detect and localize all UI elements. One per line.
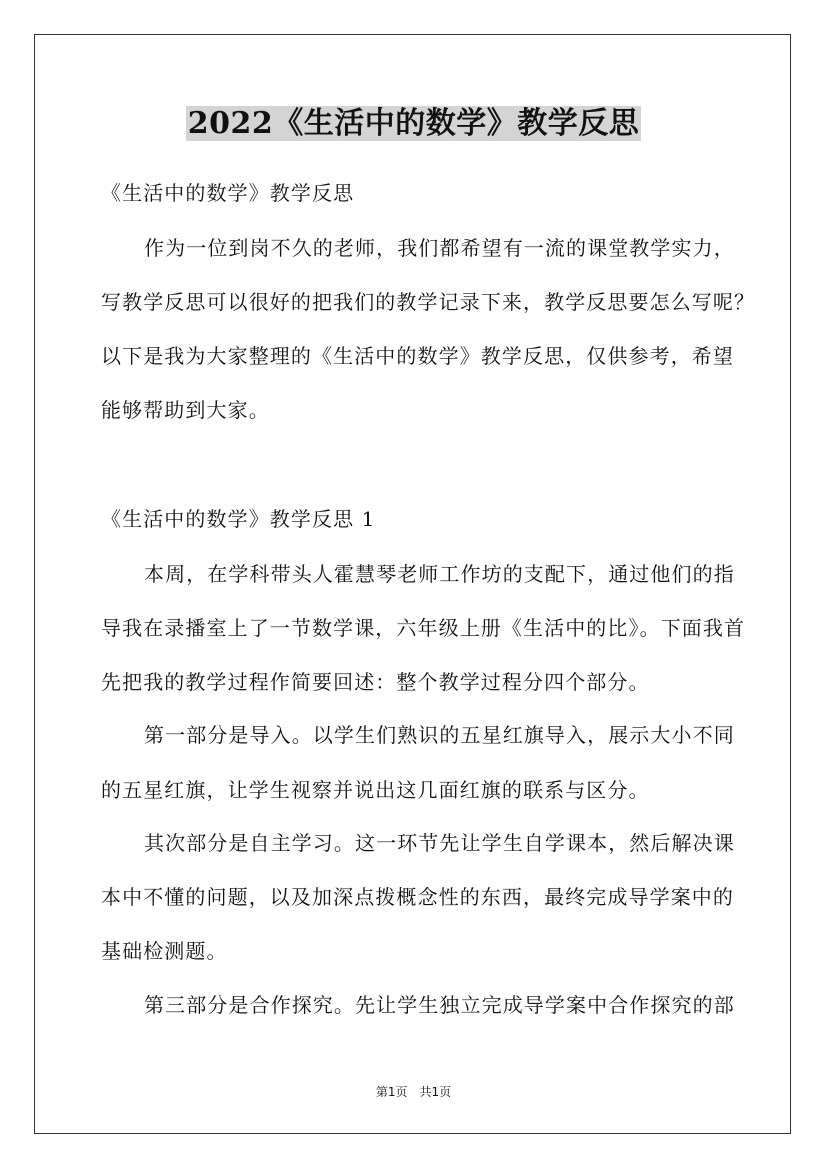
- section-heading-1: 《生活中的数学》教学反思 1: [101, 507, 376, 531]
- section-heading-intro: 《生活中的数学》教学反思: [101, 181, 355, 205]
- page-footer: 第1页 共1页: [375, 1085, 452, 1099]
- paragraph4-line-1: 第三部分是合作探究。先让学生独立完成导学案中合作探究的部: [144, 993, 735, 1017]
- paragraph2-line-1: 第一部分是导入。以学生们熟识的五星红旗导入，展示大小不同: [144, 723, 735, 747]
- paragraph1-line-2: 导我在录播室上了一节数学课，六年级上册《生活中的比》。下面我首: [101, 616, 746, 640]
- paragraph3-line-2: 本中不懂的问题，以及加深点拨概念性的东西，最终完成导学案中的: [101, 885, 734, 909]
- paragraph3-line-1: 其次部分是自主学习。这一环节先让学生自学课本，然后解决课: [144, 831, 735, 855]
- paragraph1-line-1: 本周，在学科带头人霍慧琴老师工作坊的支配下，通过他们的指: [144, 562, 735, 586]
- intro-line-4: 能够帮助到大家。: [101, 398, 270, 422]
- document-title-text: 2022《生活中的数学》教学反思: [187, 106, 640, 141]
- intro-line-2: 写教学反思可以很好的把我们的教学记录下来，教学反思要怎么写呢？: [101, 290, 756, 314]
- paragraph2-line-2: 的五星红旗，让学生视察并说出这几面红旗的联系与区分。: [101, 778, 650, 802]
- intro-line-1: 作为一位到岗不久的老师，我们都希望有一流的课堂教学实力，: [144, 236, 735, 260]
- paragraph1-line-3: 先把我的教学过程作简要回述：整个教学过程分四个部分。: [101, 670, 650, 694]
- document-title: [0, 100, 827, 146]
- intro-line-3: 以下是我为大家整理的《生活中的数学》教学反思，仅供参考，希望: [101, 344, 734, 368]
- paragraph3-line-3: 基础检测题。: [101, 939, 228, 963]
